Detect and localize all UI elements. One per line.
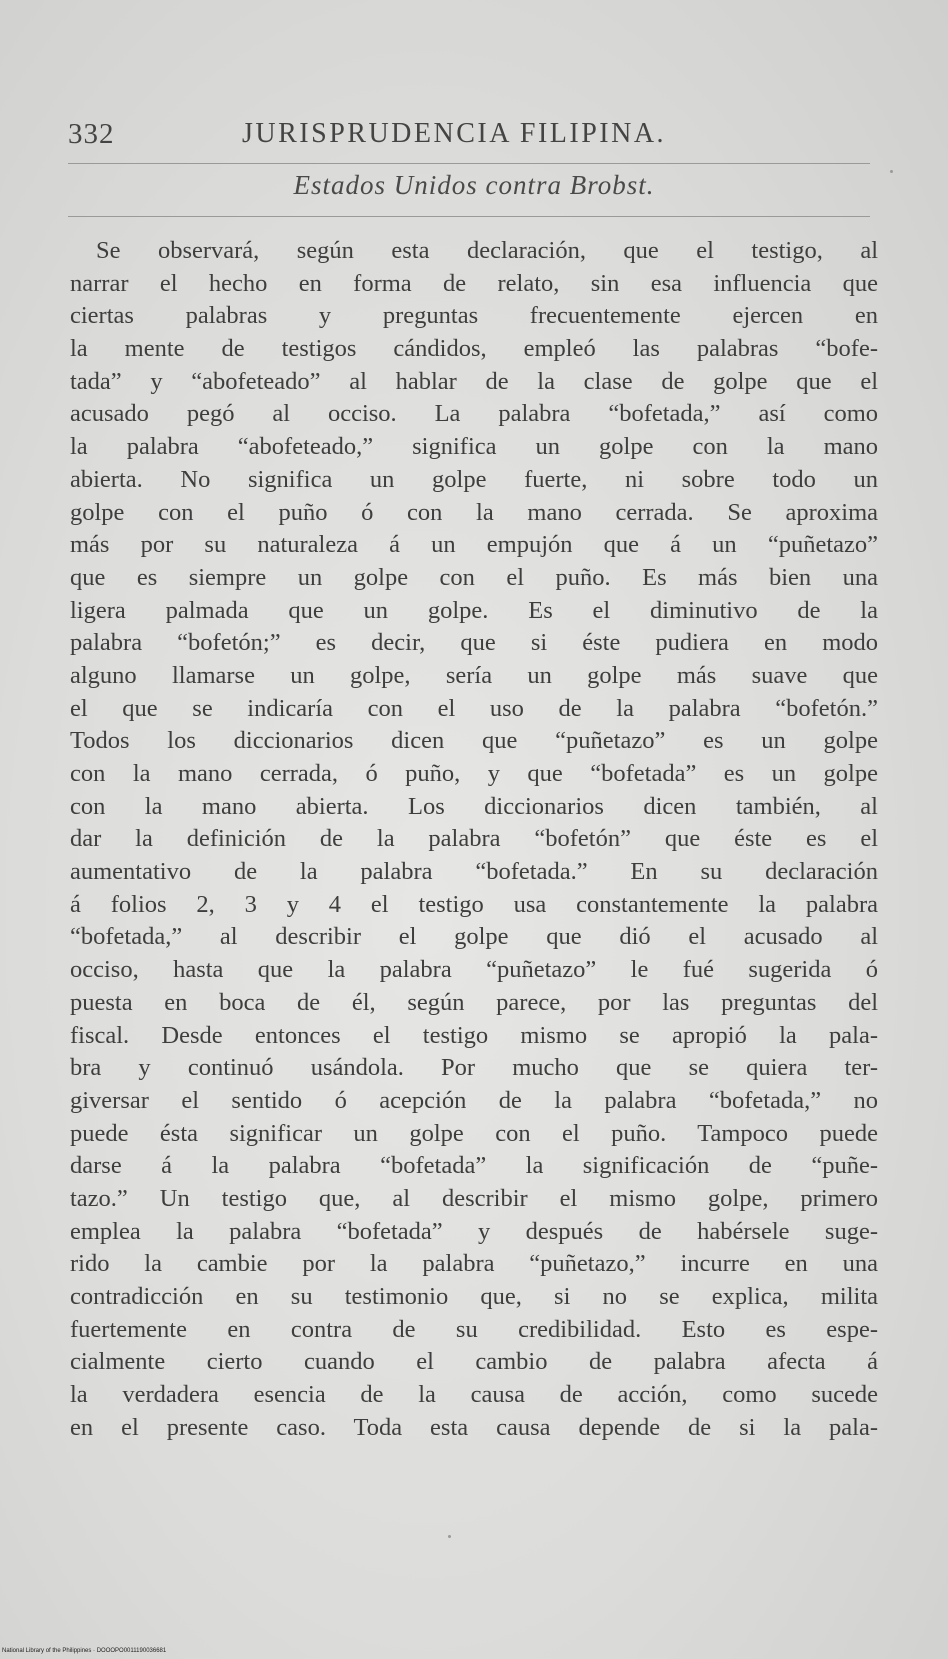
text-line: cialmente cierto cuando el cambio de palabra afecta á	[70, 1348, 878, 1376]
text-line: rido la cambie por la palabra “puñetazo,” incurre en una	[70, 1250, 878, 1278]
text-line: la verdadera esencia de la causa de acción, como sucede	[70, 1381, 878, 1409]
text-line: con la mano abierta. Los diccionarios dicen también, al	[70, 792, 878, 820]
text-line: emplea la palabra “bofetada” y después de habérsele suge-	[70, 1217, 878, 1245]
text-line: fiscal. Desde entonces el testigo mismo se apropió la pala-	[70, 1021, 878, 1049]
text-line: fuertemente en contra de su credibilidad. Esto es espe-	[70, 1315, 878, 1343]
text-line: alguno llamarse un golpe, sería un golpe más suave que	[70, 661, 878, 689]
page-header	[60, 118, 880, 158]
text-line: abierta. No significa un golpe fuerte, ni sobre todo un	[70, 465, 878, 493]
text-line: aumentativo de la palabra “bofetada.” En su declaración	[70, 858, 878, 886]
text-line: tazo.” Un testigo que, al describir el mismo golpe, primero	[70, 1184, 878, 1212]
running-title: JURISPRUDENCIA FILIPINA.	[242, 118, 667, 149]
text-line: puesta en boca de él, según parece, por las preguntas del	[70, 988, 878, 1016]
text-line: que es siempre un golpe con el puño. Es más bien una	[70, 563, 878, 591]
text-line: en el presente caso. Toda esta causa depende de si la pala-	[70, 1413, 878, 1441]
page-number: 332	[68, 118, 115, 150]
text-line: más por su naturaleza á un empujón que á un “puñetazo”	[70, 531, 878, 559]
text-line: giversar el sentido ó acepción de la palabra “bofetada,” no	[70, 1086, 878, 1114]
text-line: contradicción en su testimonio que, si no se explica, milita	[70, 1283, 878, 1310]
text-line: palabra “bofetón;” es decir, que si éste pudiera en modo	[70, 629, 878, 657]
text-line: el que se indicaría con el uso de la palabra “bofetón.”	[70, 694, 878, 722]
text-line: tada” y “abofeteado” al hablar de la clase de golpe que el	[70, 367, 878, 395]
header-rule-top	[68, 163, 870, 164]
text-line: bra y continuó usándola. Por mucho que se quiera ter-	[70, 1054, 878, 1082]
case-title: Estados Unidos contra Brobst.	[293, 170, 655, 200]
text-line: occiso, hasta que la palabra “puñetazo” le fué sugerida ó	[70, 956, 878, 984]
text-line: ligera palmada que un golpe. Es el diminutivo de la	[70, 596, 878, 624]
text-line: darse á la palabra “bofetada” la significación de “puñe-	[70, 1152, 878, 1180]
text-line: narrar el hecho en forma de relato, sin esa influencia que	[70, 269, 878, 297]
scan-speck	[890, 170, 893, 173]
text-line: con la mano cerrada, ó puño, y que “bofetada” es un golpe	[70, 760, 878, 787]
text-line: á folios 2, 3 y 4 el testigo usa constantemente la palabra	[70, 890, 878, 918]
text-line: la palabra “abofeteado,” significa un golpe con la mano	[70, 433, 878, 461]
text-line: Todos los diccionarios dicen que “puñetazo” es un golpe	[70, 727, 878, 755]
text-line: Se observará, según esta declaración, que el testigo, al	[96, 237, 878, 264]
scan-speck	[448, 1535, 451, 1538]
scan-footer-tag: National Library of the Philippines · DOOOPO0011190036681	[2, 1648, 167, 1654]
text-line: golpe con el puño ó con la mano cerrada. Se aproxima	[70, 498, 878, 526]
text-line: dar la definición de la palabra “bofetón” que éste es el	[70, 825, 878, 853]
body-paragraph	[70, 235, 878, 1444]
text-line: acusado pegó al occiso. La palabra “bofetada,” así como	[70, 400, 878, 428]
header-rule-bottom	[68, 216, 870, 217]
text-line: ciertas palabras y preguntas frecuentemente ejercen en	[70, 302, 878, 330]
text-line: la mente de testigos cándidos, empleó las palabras “bofe-	[70, 335, 878, 363]
text-line: puede ésta significar un golpe con el puño. Tampoco puede	[70, 1119, 878, 1147]
text-line: “bofetada,” al describir el golpe que dió el acusado al	[70, 923, 878, 951]
